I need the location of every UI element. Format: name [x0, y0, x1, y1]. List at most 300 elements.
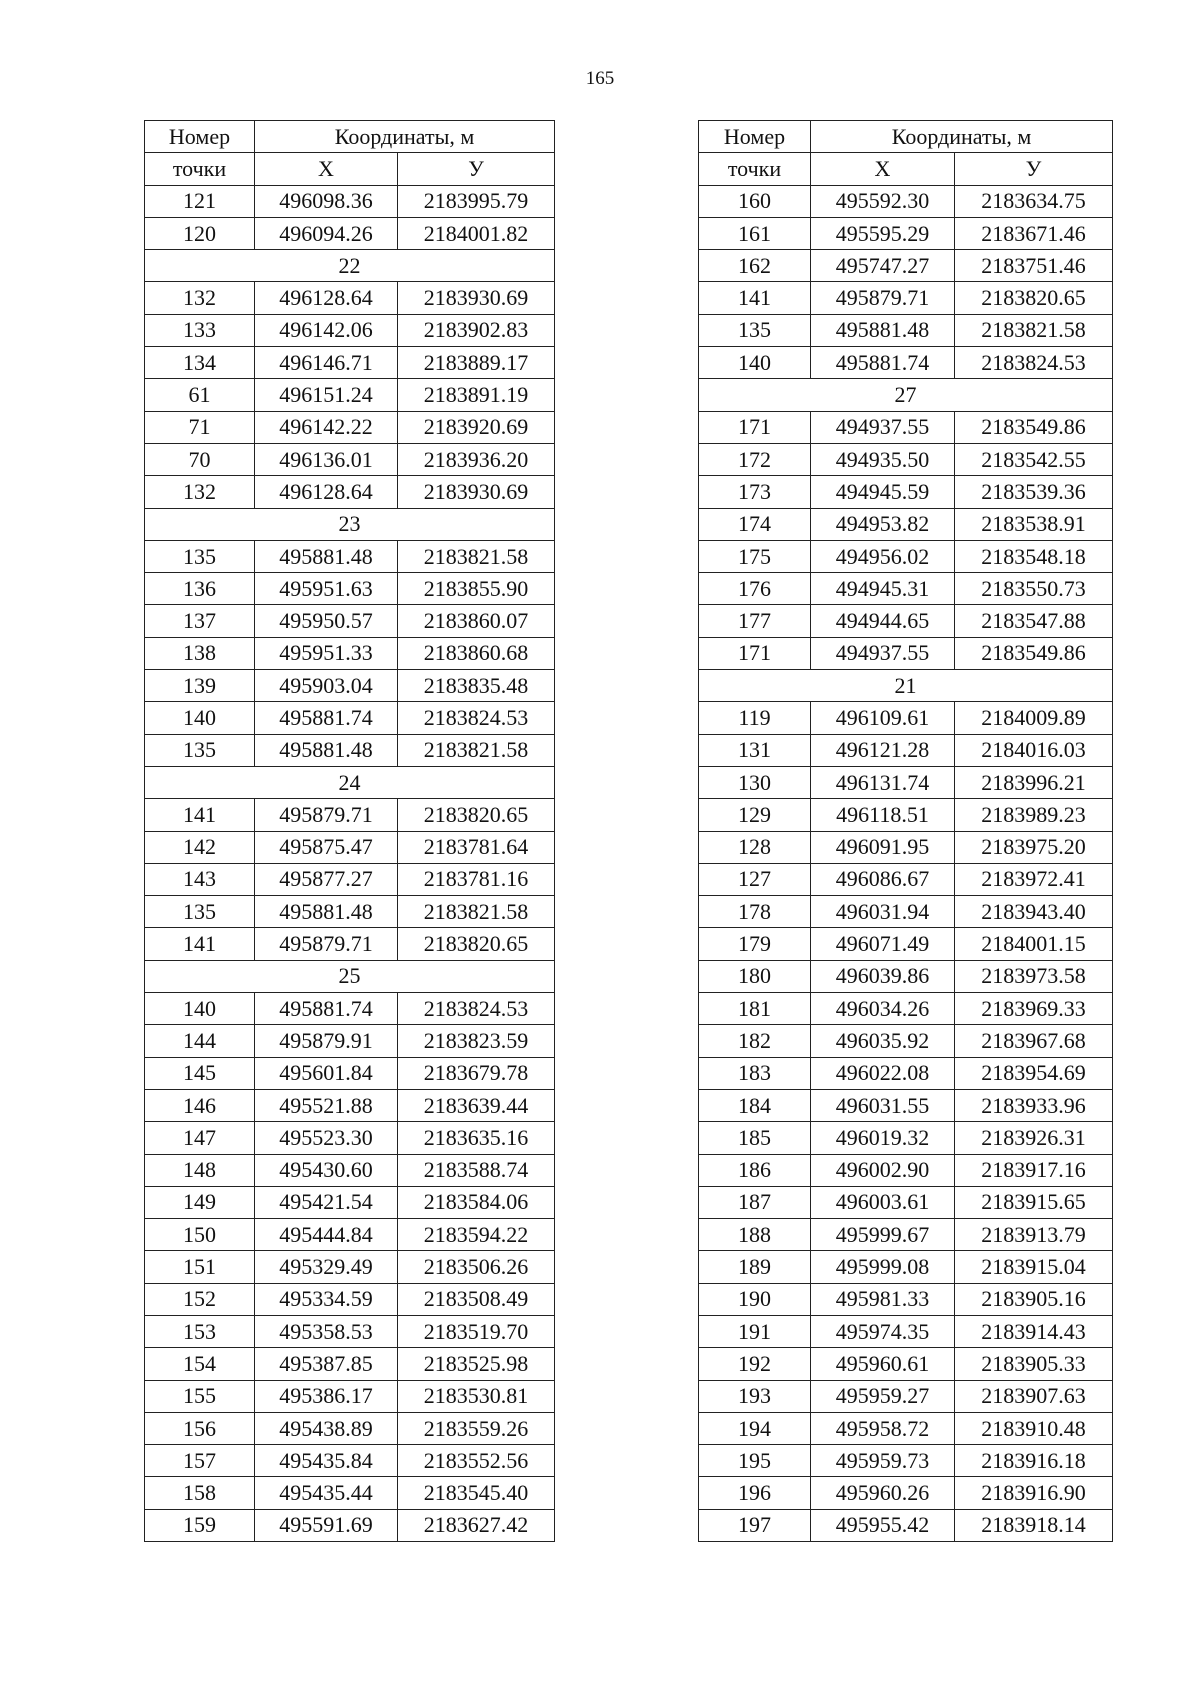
table-row	[145, 1477, 555, 1509]
point-number-cell: 157	[145, 1445, 255, 1477]
y-coordinate-cell: 2183821.58	[955, 314, 1113, 346]
point-number-cell: 193	[699, 1380, 811, 1412]
y-coordinate-cell: 2183781.16	[398, 863, 555, 895]
table-row	[145, 443, 555, 475]
x-coordinate-cell: 496091.95	[811, 831, 955, 863]
table-row	[699, 734, 1113, 766]
section-number: 23	[145, 508, 555, 540]
y-coordinate-cell: 2183902.83	[398, 314, 555, 346]
table-row	[699, 1509, 1113, 1541]
x-coordinate-cell: 496031.94	[811, 896, 955, 928]
point-number-cell: 70	[145, 443, 255, 475]
point-number-cell: 162	[699, 250, 811, 282]
point-number-cell: 143	[145, 863, 255, 895]
table-row	[699, 896, 1113, 928]
point-number-cell: 147	[145, 1122, 255, 1154]
y-coordinate-cell: 2183860.68	[398, 637, 555, 669]
y-coordinate-cell: 2183639.44	[398, 1089, 555, 1121]
x-coordinate-cell: 495592.30	[811, 185, 955, 217]
y-coordinate-cell: 2183820.65	[398, 799, 555, 831]
x-coordinate-cell: 495879.71	[255, 928, 398, 960]
table-row	[145, 863, 555, 895]
table-row	[699, 831, 1113, 863]
x-coordinate-cell: 495903.04	[255, 670, 398, 702]
x-coordinate-cell: 495974.35	[811, 1315, 955, 1347]
table-row	[145, 1057, 555, 1089]
x-coordinate-cell: 494937.55	[811, 411, 955, 443]
table-row	[145, 1186, 555, 1218]
point-number-cell: 141	[145, 799, 255, 831]
table-row	[145, 702, 555, 734]
point-number-cell: 194	[699, 1412, 811, 1444]
y-coordinate-cell: 2183914.43	[955, 1315, 1113, 1347]
x-coordinate-cell: 495881.48	[255, 734, 398, 766]
point-number-cell: 175	[699, 540, 811, 572]
y-coordinate-cell: 2183973.58	[955, 960, 1113, 992]
table-row	[145, 1283, 555, 1315]
point-number-cell: 135	[145, 734, 255, 766]
table-row	[145, 573, 555, 605]
header-row	[145, 121, 555, 153]
x-coordinate-cell: 496151.24	[255, 379, 398, 411]
y-coordinate-cell: 2183996.21	[955, 766, 1113, 798]
y-coordinate-cell: 2183917.16	[955, 1154, 1113, 1186]
y-coordinate-cell: 2183930.69	[398, 476, 555, 508]
y-coordinate-cell: 2183969.33	[955, 993, 1113, 1025]
y-coordinate-cell: 2183751.46	[955, 250, 1113, 282]
table-row	[145, 217, 555, 249]
y-coordinate-cell: 2183891.19	[398, 379, 555, 411]
table-row	[699, 863, 1113, 895]
section-row	[699, 670, 1113, 702]
point-number-cell: 185	[699, 1122, 811, 1154]
y-coordinate-cell: 2183584.06	[398, 1186, 555, 1218]
x-coordinate-cell: 495881.48	[255, 540, 398, 572]
point-number-cell: 133	[145, 314, 255, 346]
point-number-cell: 187	[699, 1186, 811, 1218]
table-row	[699, 637, 1113, 669]
x-coordinate-cell: 495879.71	[811, 282, 955, 314]
point-number-cell: 172	[699, 443, 811, 475]
table-row	[699, 1122, 1113, 1154]
section-number: 21	[699, 670, 1113, 702]
point-number-cell: 135	[145, 896, 255, 928]
x-coordinate-cell: 494935.50	[811, 443, 955, 475]
table-row	[145, 637, 555, 669]
y-coordinate-cell: 2183905.16	[955, 1283, 1113, 1315]
x-coordinate-cell: 494945.31	[811, 573, 955, 605]
point-number-cell: 154	[145, 1348, 255, 1380]
table-row	[699, 443, 1113, 475]
x-coordinate-cell: 496035.92	[811, 1025, 955, 1057]
x-coordinate-cell: 496034.26	[811, 993, 955, 1025]
y-coordinate-cell: 2183916.90	[955, 1477, 1113, 1509]
point-number-cell: 131	[699, 734, 811, 766]
table-row	[699, 540, 1113, 572]
x-coordinate-cell: 495438.89	[255, 1412, 398, 1444]
x-coordinate-cell: 496071.49	[811, 928, 955, 960]
point-number-header-line2: точки	[145, 153, 255, 185]
table-row	[145, 1089, 555, 1121]
y-coordinate-cell: 2183547.88	[955, 605, 1113, 637]
point-number-cell: 141	[699, 282, 811, 314]
y-coordinate-cell: 2183635.16	[398, 1122, 555, 1154]
y-coordinate-cell: 2184016.03	[955, 734, 1113, 766]
x-coordinate-cell: 495879.91	[255, 1025, 398, 1057]
table-row	[699, 993, 1113, 1025]
y-coordinate-cell: 2183821.58	[398, 540, 555, 572]
y-coordinate-cell: 2183594.22	[398, 1219, 555, 1251]
table-row	[699, 1315, 1113, 1347]
point-number-cell: 130	[699, 766, 811, 798]
table-row	[145, 1122, 555, 1154]
point-number-header-line2: точки	[699, 153, 811, 185]
table-row	[699, 1057, 1113, 1089]
table-row	[145, 379, 555, 411]
table-row	[145, 1219, 555, 1251]
y-coordinate-cell: 2183627.42	[398, 1509, 555, 1541]
table-row	[145, 993, 555, 1025]
point-number-cell: 159	[145, 1509, 255, 1541]
point-number-cell: 137	[145, 605, 255, 637]
point-number-cell: 156	[145, 1412, 255, 1444]
y-coordinate-cell: 2183918.14	[955, 1509, 1113, 1541]
point-number-cell: 184	[699, 1089, 811, 1121]
y-coordinate-cell: 2183508.49	[398, 1283, 555, 1315]
table-row	[699, 960, 1113, 992]
y-coordinate-cell: 2184009.89	[955, 702, 1113, 734]
x-coordinate-cell: 496142.06	[255, 314, 398, 346]
y-coordinate-cell: 2183889.17	[398, 347, 555, 379]
table-row	[145, 831, 555, 863]
y-coordinate-cell: 2183915.65	[955, 1186, 1113, 1218]
y-coordinate-cell: 2183820.65	[955, 282, 1113, 314]
point-number-cell: 136	[145, 573, 255, 605]
x-coordinate-cell: 495881.74	[255, 993, 398, 1025]
point-number-cell: 152	[145, 1283, 255, 1315]
coordinates-header: Координаты, м	[255, 121, 555, 153]
x-coordinate-cell: 495358.53	[255, 1315, 398, 1347]
x-coordinate-cell: 496142.22	[255, 411, 398, 443]
table-row	[699, 217, 1113, 249]
point-number-cell: 174	[699, 508, 811, 540]
point-number-cell: 71	[145, 411, 255, 443]
x-coordinate-cell: 494953.82	[811, 508, 955, 540]
y-column-header: У	[398, 153, 555, 185]
y-coordinate-cell: 2183549.86	[955, 411, 1113, 443]
x-coordinate-cell: 495960.61	[811, 1348, 955, 1380]
point-number-cell: 135	[699, 314, 811, 346]
point-number-cell: 180	[699, 960, 811, 992]
x-coordinate-cell: 495601.84	[255, 1057, 398, 1089]
point-number-cell: 132	[145, 476, 255, 508]
y-coordinate-cell: 2183916.18	[955, 1445, 1113, 1477]
point-number-cell: 160	[699, 185, 811, 217]
table-row	[699, 1154, 1113, 1186]
point-number-cell: 149	[145, 1186, 255, 1218]
x-coordinate-cell: 494945.59	[811, 476, 955, 508]
x-coordinate-cell: 494944.65	[811, 605, 955, 637]
y-coordinate-cell: 2183821.58	[398, 734, 555, 766]
x-coordinate-cell: 496131.74	[811, 766, 955, 798]
table-row	[145, 1445, 555, 1477]
x-coordinate-cell: 496002.90	[811, 1154, 955, 1186]
table-row	[699, 1283, 1113, 1315]
point-number-cell: 146	[145, 1089, 255, 1121]
table-row	[699, 1380, 1113, 1412]
x-column-header: X	[811, 153, 955, 185]
y-coordinate-cell: 2183559.26	[398, 1412, 555, 1444]
point-number-cell: 195	[699, 1445, 811, 1477]
x-coordinate-cell: 496031.55	[811, 1089, 955, 1121]
x-coordinate-cell: 495435.84	[255, 1445, 398, 1477]
point-number-cell: 120	[145, 217, 255, 249]
point-number-cell: 153	[145, 1315, 255, 1347]
y-coordinate-cell: 2183519.70	[398, 1315, 555, 1347]
x-coordinate-cell: 495877.27	[255, 863, 398, 895]
table-row	[699, 282, 1113, 314]
x-coordinate-cell: 495747.27	[811, 250, 955, 282]
y-coordinate-cell: 2183824.53	[398, 702, 555, 734]
x-coordinate-cell: 495523.30	[255, 1122, 398, 1154]
section-number: 25	[145, 960, 555, 992]
point-number-cell: 148	[145, 1154, 255, 1186]
table-row	[145, 540, 555, 572]
x-coordinate-cell: 496128.64	[255, 282, 398, 314]
table-body	[145, 185, 555, 1541]
table-row	[699, 411, 1113, 443]
point-number-cell: 145	[145, 1057, 255, 1089]
table-row	[699, 347, 1113, 379]
y-coordinate-cell: 2183835.48	[398, 670, 555, 702]
x-coordinate-cell: 495386.17	[255, 1380, 398, 1412]
y-coordinate-cell: 2183943.40	[955, 896, 1113, 928]
point-number-cell: 128	[699, 831, 811, 863]
table-row	[145, 185, 555, 217]
table-row	[145, 1509, 555, 1541]
y-coordinate-cell: 2183550.73	[955, 573, 1113, 605]
coordinates-header: Координаты, м	[811, 121, 1113, 153]
point-number-header: Номер	[699, 121, 811, 153]
y-coordinate-cell: 2183539.36	[955, 476, 1113, 508]
point-number-cell: 171	[699, 637, 811, 669]
table-row	[145, 1412, 555, 1444]
y-coordinate-cell: 2183824.53	[398, 993, 555, 1025]
x-coordinate-cell: 496003.61	[811, 1186, 955, 1218]
point-number-cell: 182	[699, 1025, 811, 1057]
x-coordinate-cell: 495881.48	[811, 314, 955, 346]
x-coordinate-cell: 495430.60	[255, 1154, 398, 1186]
table-row	[699, 508, 1113, 540]
x-coordinate-cell: 495875.47	[255, 831, 398, 863]
y-coordinate-cell: 2183855.90	[398, 573, 555, 605]
y-coordinate-cell: 2183588.74	[398, 1154, 555, 1186]
point-number-cell: 155	[145, 1380, 255, 1412]
x-column-header: X	[255, 153, 398, 185]
x-coordinate-cell: 495958.72	[811, 1412, 955, 1444]
table-row	[145, 1025, 555, 1057]
x-coordinate-cell: 495881.48	[255, 896, 398, 928]
table-body	[699, 185, 1113, 1541]
table-row	[145, 1154, 555, 1186]
y-coordinate-cell: 2183930.69	[398, 282, 555, 314]
y-coordinate-cell: 2183824.53	[955, 347, 1113, 379]
y-coordinate-cell: 2183781.64	[398, 831, 555, 863]
x-coordinate-cell: 496039.86	[811, 960, 955, 992]
x-coordinate-cell: 495334.59	[255, 1283, 398, 1315]
point-number-cell: 140	[699, 347, 811, 379]
y-coordinate-cell: 2183679.78	[398, 1057, 555, 1089]
point-number-cell: 129	[699, 799, 811, 831]
y-coordinate-cell: 2183634.75	[955, 185, 1113, 217]
y-coordinate-cell: 2183549.86	[955, 637, 1113, 669]
x-coordinate-cell: 495999.08	[811, 1251, 955, 1283]
table-row	[145, 799, 555, 831]
point-number-cell: 135	[145, 540, 255, 572]
point-number-cell: 158	[145, 1477, 255, 1509]
x-coordinate-cell: 495595.29	[811, 217, 955, 249]
table-row	[699, 766, 1113, 798]
point-number-cell: 61	[145, 379, 255, 411]
x-coordinate-cell: 496109.61	[811, 702, 955, 734]
y-coordinate-cell: 2183860.07	[398, 605, 555, 637]
section-number: 27	[699, 379, 1113, 411]
section-row	[145, 508, 555, 540]
y-coordinate-cell: 2183933.96	[955, 1089, 1113, 1121]
x-coordinate-cell: 496118.51	[811, 799, 955, 831]
y-coordinate-cell: 2183915.04	[955, 1251, 1113, 1283]
table-row	[145, 670, 555, 702]
y-coordinate-cell: 2183926.31	[955, 1122, 1113, 1154]
x-coordinate-cell: 495881.74	[811, 347, 955, 379]
table-row	[145, 1315, 555, 1347]
table-row	[145, 314, 555, 346]
section-number: 22	[145, 250, 555, 282]
x-coordinate-cell: 495959.27	[811, 1380, 955, 1412]
y-coordinate-cell: 2183823.59	[398, 1025, 555, 1057]
point-number-cell: 188	[699, 1219, 811, 1251]
x-coordinate-cell: 495521.88	[255, 1089, 398, 1121]
y-coordinate-cell: 2183954.69	[955, 1057, 1113, 1089]
x-coordinate-cell: 495329.49	[255, 1251, 398, 1283]
x-coordinate-cell: 495444.84	[255, 1219, 398, 1251]
table-row	[699, 1348, 1113, 1380]
x-coordinate-cell: 496094.26	[255, 217, 398, 249]
table-row	[699, 1477, 1113, 1509]
point-number-cell: 179	[699, 928, 811, 960]
table-row	[699, 476, 1113, 508]
point-number-cell: 181	[699, 993, 811, 1025]
point-number-cell: 196	[699, 1477, 811, 1509]
point-number-cell: 189	[699, 1251, 811, 1283]
x-coordinate-cell: 496128.64	[255, 476, 398, 508]
table-row	[145, 1380, 555, 1412]
x-coordinate-cell: 495981.33	[811, 1283, 955, 1315]
x-coordinate-cell: 495955.42	[811, 1509, 955, 1541]
table-row	[145, 282, 555, 314]
table-row	[699, 573, 1113, 605]
y-coordinate-cell: 2183972.41	[955, 863, 1113, 895]
table-row	[145, 734, 555, 766]
y-coordinate-cell: 2183989.23	[955, 799, 1113, 831]
point-number-cell: 144	[145, 1025, 255, 1057]
y-coordinate-cell: 2183545.40	[398, 1477, 555, 1509]
table-row	[699, 1025, 1113, 1057]
x-coordinate-cell: 495879.71	[255, 799, 398, 831]
table-row	[699, 1445, 1113, 1477]
y-column-header: У	[955, 153, 1113, 185]
y-coordinate-cell: 2184001.15	[955, 928, 1113, 960]
coordinates-table-left	[144, 120, 555, 1542]
point-number-cell: 151	[145, 1251, 255, 1283]
point-number-header: Номер	[145, 121, 255, 153]
x-coordinate-cell: 494937.55	[811, 637, 955, 669]
x-coordinate-cell: 495881.74	[255, 702, 398, 734]
point-number-cell: 139	[145, 670, 255, 702]
y-coordinate-cell: 2183936.20	[398, 443, 555, 475]
table-row	[145, 476, 555, 508]
x-coordinate-cell: 494956.02	[811, 540, 955, 572]
x-coordinate-cell: 496121.28	[811, 734, 955, 766]
point-number-cell: 134	[145, 347, 255, 379]
table-row	[145, 896, 555, 928]
point-number-cell: 141	[145, 928, 255, 960]
table-row	[145, 411, 555, 443]
x-coordinate-cell: 495951.63	[255, 573, 398, 605]
y-coordinate-cell: 2183907.63	[955, 1380, 1113, 1412]
point-number-cell: 161	[699, 217, 811, 249]
point-number-cell: 191	[699, 1315, 811, 1347]
y-coordinate-cell: 2183525.98	[398, 1348, 555, 1380]
header-row	[699, 121, 1113, 153]
y-coordinate-cell: 2183821.58	[398, 896, 555, 928]
table-row	[699, 1089, 1113, 1121]
table-row	[145, 928, 555, 960]
table-row	[699, 185, 1113, 217]
y-coordinate-cell: 2183506.26	[398, 1251, 555, 1283]
x-coordinate-cell: 495950.57	[255, 605, 398, 637]
table-row	[145, 347, 555, 379]
y-coordinate-cell: 2183995.79	[398, 185, 555, 217]
x-coordinate-cell: 495960.26	[811, 1477, 955, 1509]
header-row	[145, 153, 555, 185]
coordinates-table-right	[698, 120, 1113, 1542]
x-coordinate-cell: 495999.67	[811, 1219, 955, 1251]
x-coordinate-cell: 495435.44	[255, 1477, 398, 1509]
y-coordinate-cell: 2183975.20	[955, 831, 1113, 863]
point-number-cell: 197	[699, 1509, 811, 1541]
table-row	[699, 1219, 1113, 1251]
y-coordinate-cell: 2183820.65	[398, 928, 555, 960]
point-number-cell: 140	[145, 702, 255, 734]
table-row	[699, 1251, 1113, 1283]
point-number-cell: 119	[699, 702, 811, 734]
y-coordinate-cell: 2183552.56	[398, 1445, 555, 1477]
y-coordinate-cell: 2183920.69	[398, 411, 555, 443]
table-row	[699, 1186, 1113, 1218]
table-row	[699, 314, 1113, 346]
point-number-cell: 173	[699, 476, 811, 508]
y-coordinate-cell: 2183548.18	[955, 540, 1113, 572]
point-number-cell: 183	[699, 1057, 811, 1089]
table-row	[699, 250, 1113, 282]
y-coordinate-cell: 2183967.68	[955, 1025, 1113, 1057]
header-row	[699, 153, 1113, 185]
table-row	[699, 928, 1113, 960]
table-row	[699, 605, 1113, 637]
table-row	[699, 1412, 1113, 1444]
point-number-cell: 177	[699, 605, 811, 637]
